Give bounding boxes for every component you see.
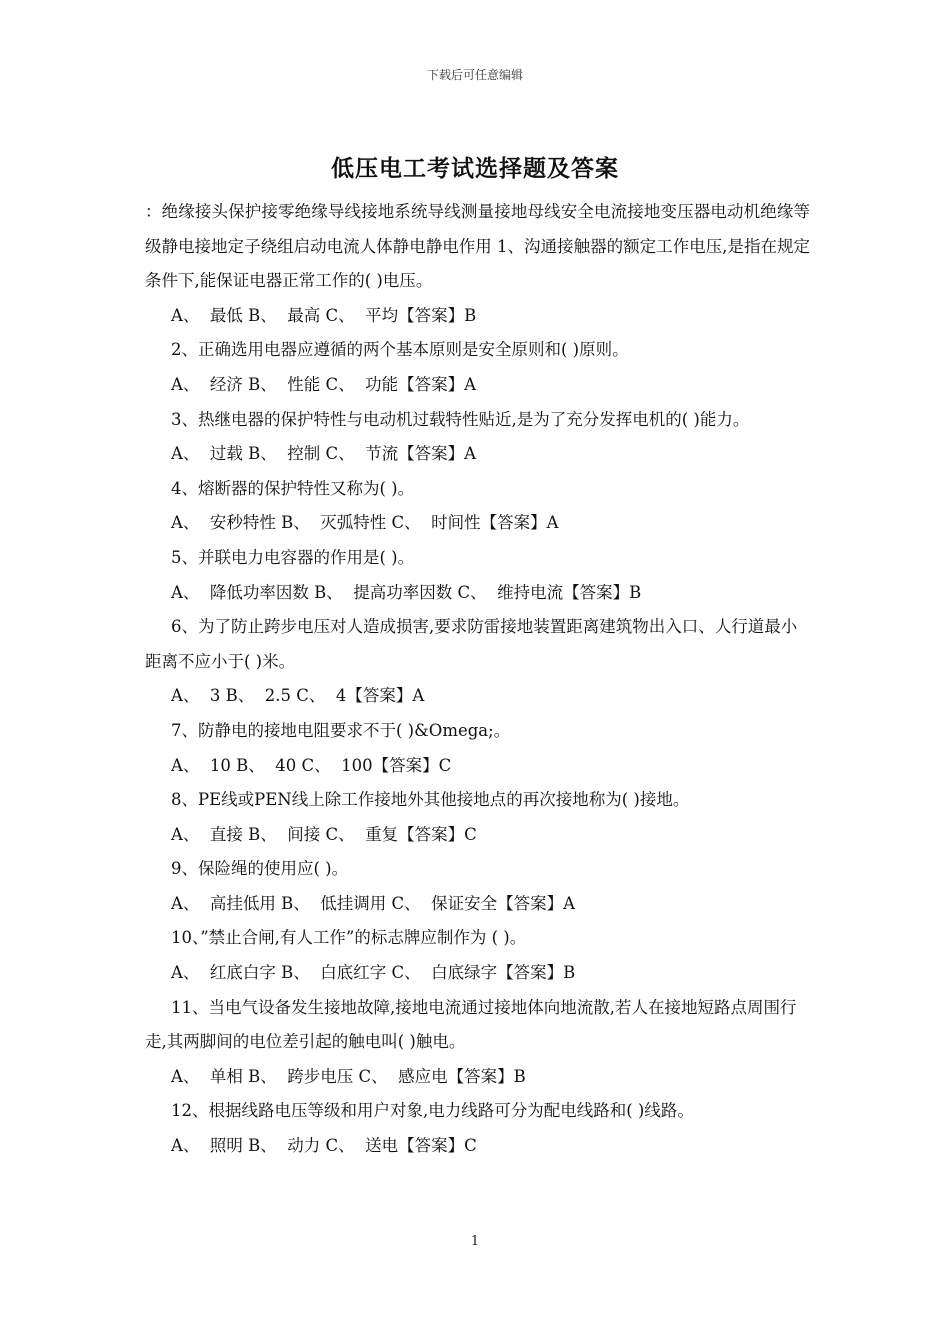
question-text: 5、并联电力电容器的作用是( )。 — [171, 547, 415, 567]
question-4 — [145, 472, 810, 541]
question-2 — [145, 333, 810, 402]
question-options: A、 经济 B、 性能 C、 功能【答案】A — [171, 374, 477, 394]
document-body — [145, 195, 810, 1164]
question-3 — [145, 403, 810, 472]
question-6 — [145, 610, 810, 714]
question-options: A、 过载 B、 控制 C、 节流【答案】A — [171, 444, 477, 464]
question-options: A、 降低功率因数 B、 提高功率因数 C、 维持电流【答案】B — [171, 582, 642, 602]
question-options: A、 照明 B、 动力 C、 送电【答案】C — [171, 1136, 477, 1156]
question-5 — [145, 541, 810, 610]
question-1 — [145, 299, 810, 334]
question-10 — [145, 921, 810, 990]
question-options: A、 红底白字 B、 白底红字 C、 白底绿字【答案】B — [171, 963, 576, 983]
question-12 — [145, 1094, 810, 1163]
question-text: 12、根据线路电压等级和用户对象,电力线路可分为配电线路和( )线路。 — [171, 1101, 694, 1121]
question-options: A、 10 B、 40 C、 100【答案】C — [171, 755, 452, 775]
question-options: A、 直接 B、 间接 C、 重复【答案】C — [171, 824, 477, 844]
question-text: 7、防静电的接地电阻要求不于( )&Omega;。 — [171, 720, 511, 740]
question-text: 10、”禁止合闸,有人工作”的标志牌应制作为 ( )。 — [171, 928, 527, 948]
question-text: 4、熔断器的保护特性又称为( )。 — [171, 478, 415, 498]
question-text: 11、当电气设备发生接地故障,接地电流通过接地体向地流散,若人在接地短路点周围行走,其两脚间的电位差引起的触电叫( )触电。 — [145, 997, 797, 1052]
question-options: A、 高挂低用 B、 低挂调用 C、 保证安全【答案】A — [171, 893, 576, 913]
question-options: A、 3 B、 2.5 C、 4【答案】A — [171, 686, 425, 706]
question-text: 2、正确选用电器应遵循的两个基本原则是安全原则和( )原则。 — [171, 340, 629, 360]
question-8 — [145, 783, 810, 852]
page-header: 下载后可任意编辑 — [426, 68, 523, 82]
question-options: A、 最低 B、 最高 C、 平均【答案】B — [171, 305, 477, 325]
question-options: A、 安秒特性 B、 灭弧特性 C、 时间性【答案】A — [171, 513, 559, 533]
page-number: 1 — [470, 1234, 480, 1249]
question-text: 6、为了防止跨步电压对人造成损害,要求防雷接地装置距离建筑物出入口、人行道最小距离不应小于( )米。 — [145, 617, 798, 671]
question-9 — [145, 852, 810, 921]
question-options: A、 单相 B、 跨步电压 C、 感应电【答案】B — [171, 1066, 526, 1086]
intro-paragraph: ：绝缘接头保护接零绝缘导线接地系统导线测量接地母线安全电流接地变压器电动机绝缘等级静电接地定子绕组启动电流人体静电静电作用 1、沟通接触器的额定工作电压,是指在规定条件下,能保证电器正常工作的( )电压。 — [145, 202, 810, 291]
question-text: 3、热继电器的保护特性与电动机过载特性贴近,是为了充分发挥电机的( )能力。 — [171, 409, 750, 429]
question-11 — [145, 991, 810, 1095]
document-title: 低压电工考试选择题及答案 — [331, 155, 619, 182]
question-text: 8、PE线或PEN线上除工作接地外其他接地点的再次接地称为( )接地。 — [171, 790, 690, 810]
question-text: 9、保险绳的使用应( )。 — [171, 859, 349, 879]
question-7 — [145, 714, 810, 783]
